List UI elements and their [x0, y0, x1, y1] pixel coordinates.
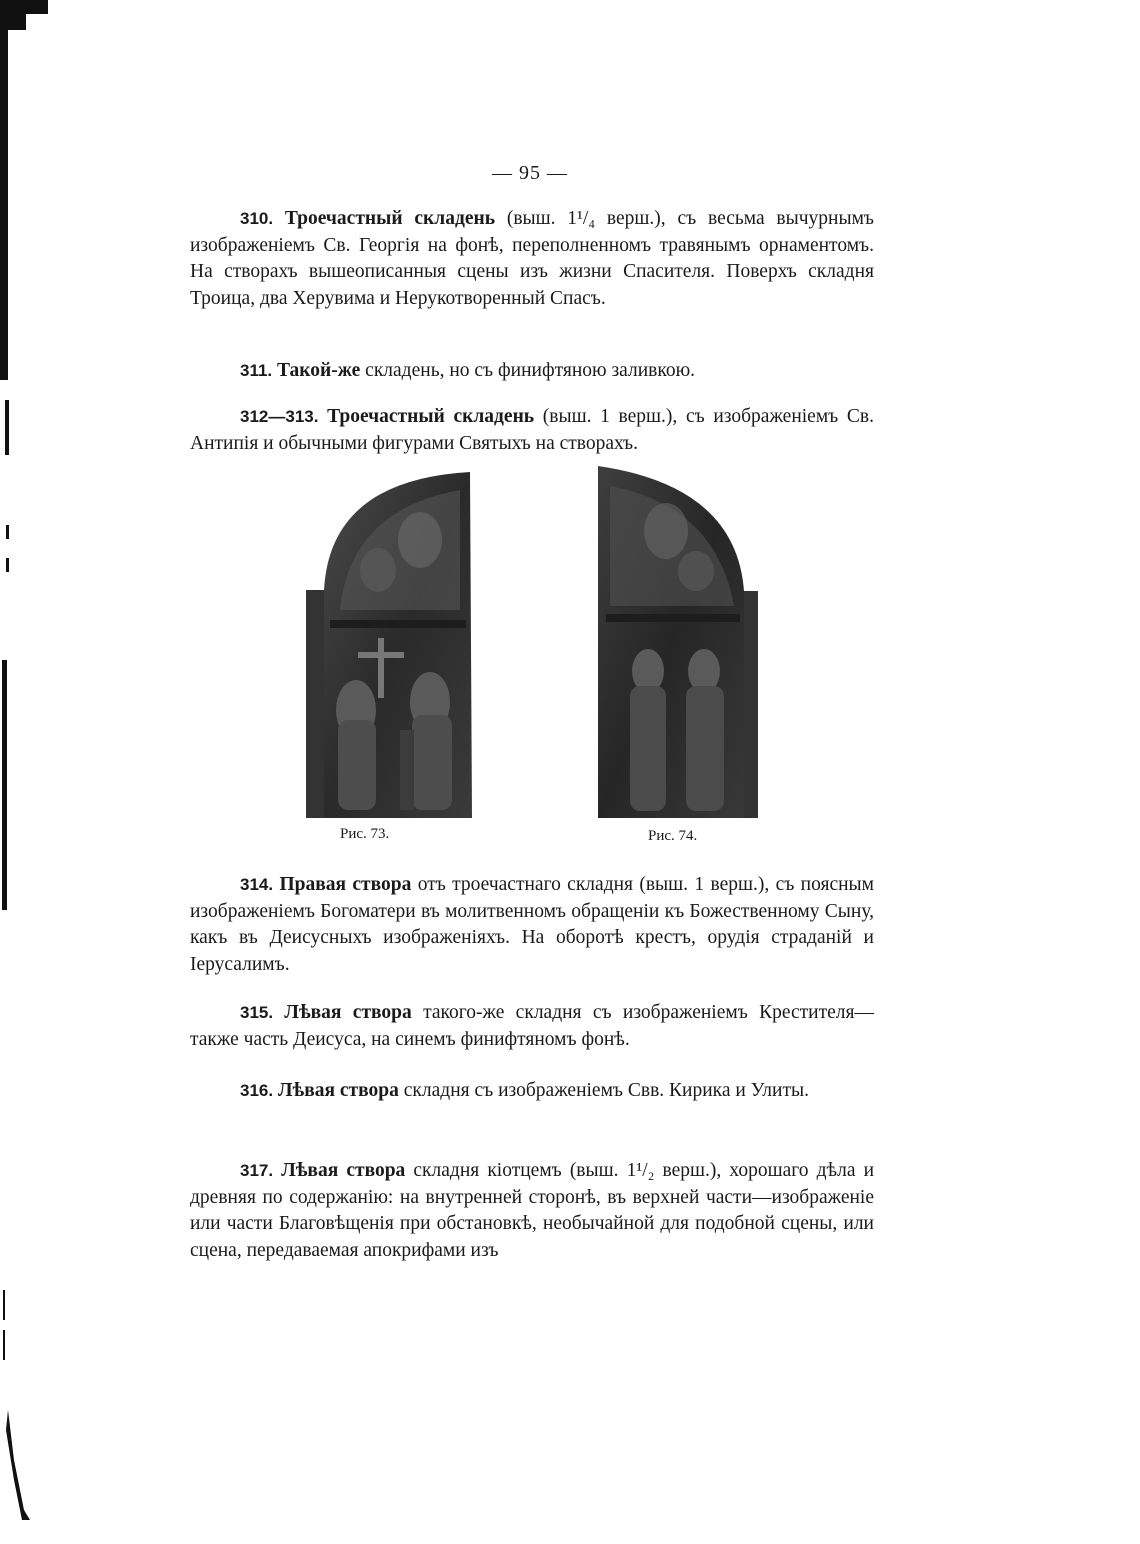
entry-number: 317.: [240, 1161, 274, 1180]
scan-edge-mark: [6, 558, 9, 572]
entry-316: [190, 1078, 874, 1105]
entry-body: отъ троечастнаго складня (выш. 1 верш.), съ поясным изображеніемъ Богоматери въ молитвенномъ обращеніи къ Божественному Сыну, какъ въ Деисусныхъ изображеніяхъ. На оборотѣ крестъ, орудія страданій и Іерусалимъ.: [190, 874, 875, 975]
entry-number: 311.: [240, 361, 273, 380]
entry-title: Лѣвая створа: [284, 1002, 412, 1023]
scan-edge-mark: [0, 0, 8, 380]
entry-title: Правая створа: [279, 874, 412, 895]
figure-73-image: [300, 470, 476, 818]
entry-body: складня кіотцемъ (выш. 1¹/₂ верш.), хорошаго дѣла и древняя по содержанію: на внутренней сторонѣ, въ верхней части—изображеніе или части Благовѣщенія при обстановкѣ, необычайной для подобной сцены, или сцена, передаваемая апокрифами изъ: [190, 1160, 875, 1261]
scan-edge-mark: [5, 400, 9, 455]
scan-edge-mark: [8, 0, 26, 30]
entry-311: [190, 358, 874, 385]
entry-title: Такой-же: [277, 360, 361, 381]
scan-edge-mark: [0, 1410, 40, 1520]
scan-edge-mark: [3, 1290, 5, 1320]
entry-315: [190, 1000, 874, 1053]
page-number: — 95 —: [492, 162, 568, 184]
entry-body: (выш. 1¹/₄ верш.), съ весьма вычурнымъ изображеніемъ Св. Георгія на фонѣ, переполненномъ травянымъ орнаментомъ. На створахъ вышеописанныя сцены изъ жизни Спасителя. Поверхъ складня Троица, два Херувима и Нерукотворенный Спасъ.: [190, 208, 874, 309]
entry-title: Лѣвая створа: [277, 1080, 399, 1101]
entry-title: Троечастный складень: [284, 208, 496, 229]
figure-74-caption: Рис. 74.: [648, 828, 698, 844]
entry-310: [190, 206, 874, 312]
entry-317: [190, 1158, 874, 1264]
entry-number: 316.: [240, 1081, 274, 1100]
entry-title: Лѣвая створа: [281, 1160, 406, 1181]
entry-312-313: [190, 404, 874, 457]
entry-title: Троечастный складень: [327, 406, 535, 427]
entry-314: [190, 872, 874, 978]
entry-number: 312—313.: [240, 407, 319, 426]
entry-number: 310.: [240, 209, 274, 228]
scan-edge-mark: [2, 660, 7, 910]
entry-body: складень, но съ финифтяною заливкою.: [360, 360, 696, 381]
scan-edge-mark: [6, 525, 9, 539]
figure-73-caption: Рис. 73.: [340, 826, 390, 842]
entry-number: 315.: [240, 1003, 274, 1022]
entry-number: 314.: [240, 875, 274, 894]
scan-edge-mark: [3, 1330, 5, 1360]
figure-74-image: [596, 466, 762, 818]
entry-body: (выш. 1 верш.), съ изображеніемъ Св. Антипія и обычными фигурами Святыхъ на створахъ.: [190, 406, 874, 454]
entry-body: такого-же складня съ изображеніемъ Крестителя—также часть Деисуса, на синемъ финифтяномъ фонѣ.: [190, 1002, 874, 1050]
entry-body: складня съ изображеніемъ Свв. Кирика и Улиты.: [398, 1080, 809, 1101]
